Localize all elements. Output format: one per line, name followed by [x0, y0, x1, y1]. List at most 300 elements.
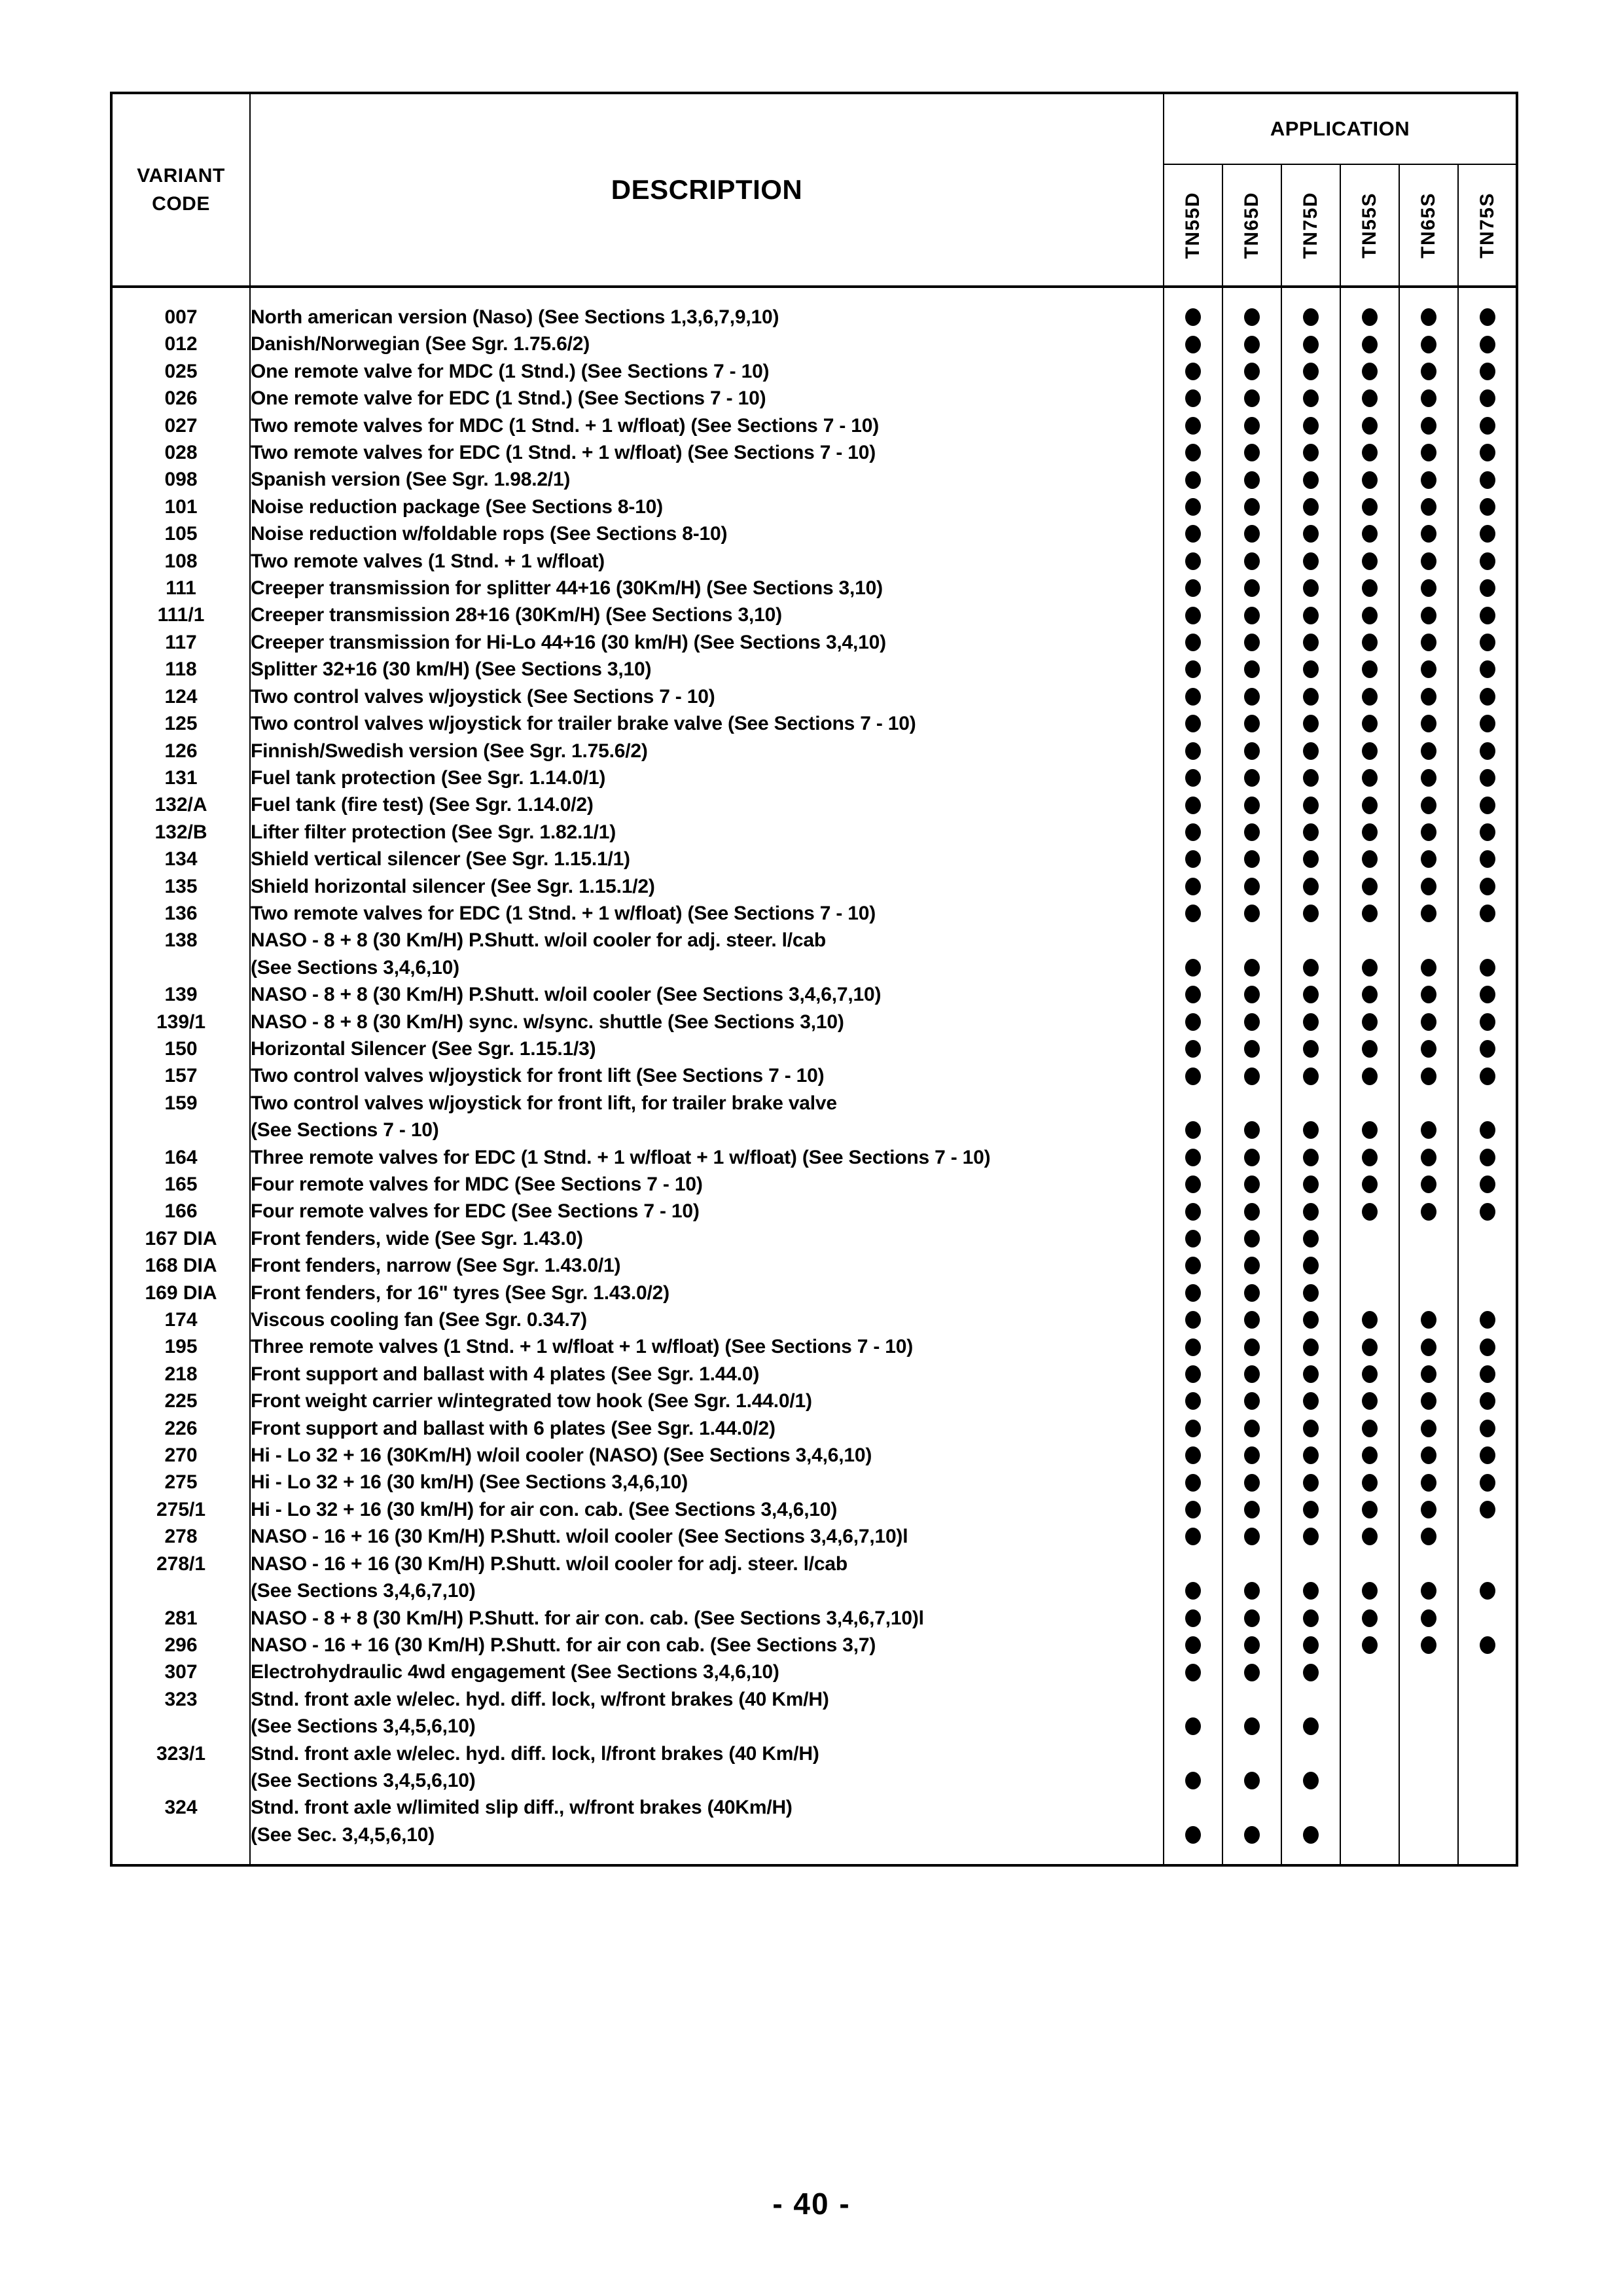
- application-cell-tn65s: [1399, 981, 1458, 1008]
- application-dot-icon: [1303, 1149, 1319, 1166]
- application-cell-tn75s: [1458, 1280, 1517, 1306]
- application-cell-tn55d: [1164, 1361, 1222, 1388]
- table-row: [111, 1767, 1517, 1794]
- application-dot-icon: [1480, 363, 1495, 380]
- description-cell: NASO - 8 + 8 (30 Km/H) P.Shutt. w/oil cooler for adj. steer. l/cab: [250, 927, 1164, 954]
- application-cell-tn65d: [1222, 1009, 1281, 1035]
- application-empty: [1244, 1799, 1260, 1817]
- application-cell-tn65s: [1399, 1659, 1458, 1685]
- application-cell-tn55d: [1164, 1415, 1222, 1442]
- application-dot-icon: [1244, 389, 1260, 407]
- application-cell-tn65s: [1399, 1144, 1458, 1171]
- description-cell: (See Sections 7 - 10): [250, 1117, 1164, 1143]
- description-cell: Shield horizontal silencer (See Sgr. 1.15.1/2): [250, 873, 1164, 900]
- application-dot-icon: [1362, 417, 1378, 435]
- application-cell-tn65s: [1399, 1415, 1458, 1442]
- application-cell-tn75s: [1458, 1821, 1517, 1848]
- description-cell: (See Sections 3,4,5,6,10): [250, 1713, 1164, 1740]
- application-cell-tn55d: [1164, 493, 1222, 520]
- application-empty: [1421, 1257, 1436, 1274]
- application-dot-icon: [1303, 1311, 1319, 1329]
- application-cell-tn65s: [1399, 1577, 1458, 1604]
- application-cell-tn75s: [1458, 900, 1517, 927]
- application-dot-icon: [1303, 1203, 1319, 1221]
- description-cell: Four remote valves for EDC (See Sections 7 - 10): [250, 1198, 1164, 1225]
- application-empty: [1421, 1826, 1436, 1844]
- application-dot-icon: [1185, 634, 1201, 651]
- application-dot-icon: [1185, 525, 1201, 543]
- table-row: [111, 1686, 1517, 1713]
- spacer: [250, 1848, 1164, 1865]
- table-row: [111, 1252, 1517, 1279]
- application-cell-tn75s: [1458, 1605, 1517, 1632]
- application-dot-icon: [1421, 1040, 1436, 1058]
- application-cell-tn55d: [1164, 1632, 1222, 1659]
- description-cell: Three remote valves (1 Stnd. + 1 w/float + 1 w/float) (See Sections 7 - 10): [250, 1333, 1164, 1360]
- application-dot-icon: [1244, 742, 1260, 760]
- description-cell: Two control valves w/joystick (See Sections 7 - 10): [250, 683, 1164, 710]
- application-dot-icon: [1362, 660, 1378, 678]
- application-cell-tn55s: [1340, 1713, 1399, 1740]
- application-dot-icon: [1421, 417, 1436, 435]
- application-cell-tn55s: [1340, 1523, 1399, 1550]
- variant-code-cell: 026: [111, 385, 250, 412]
- variant-code-cell: 135: [111, 873, 250, 900]
- application-dot-icon: [1362, 1013, 1378, 1031]
- application-dot-icon: [1362, 471, 1378, 489]
- application-dot-icon: [1185, 1284, 1201, 1302]
- application-dot-icon: [1421, 850, 1436, 868]
- application-empty: [1480, 1717, 1495, 1735]
- application-dot-icon: [1185, 715, 1201, 732]
- application-cell-tn55d: [1164, 1523, 1222, 1550]
- application-cell-tn75d: [1281, 304, 1340, 331]
- application-cell-tn55s: [1340, 1632, 1399, 1659]
- application-dot-icon: [1421, 336, 1436, 353]
- application-dot-icon: [1244, 1717, 1260, 1735]
- application-cell-tn65d: [1222, 1062, 1281, 1089]
- application-dot-icon: [1480, 850, 1495, 868]
- application-dot-icon: [1185, 878, 1201, 895]
- application-cell-tn55s: [1340, 439, 1399, 466]
- application-dot-icon: [1421, 1636, 1436, 1654]
- table-row: [111, 954, 1517, 981]
- application-dot-icon: [1480, 1392, 1495, 1410]
- application-cell-tn75d: [1281, 846, 1340, 872]
- description-cell: Two remote valves (1 Stnd. + 1 w/float): [250, 548, 1164, 575]
- application-cell-tn55s: [1340, 1090, 1399, 1117]
- application-empty: [1480, 1691, 1495, 1708]
- application-dot-icon: [1421, 389, 1436, 407]
- application-dot-icon: [1480, 742, 1495, 760]
- application-cell-tn65s: [1399, 1821, 1458, 1848]
- application-cell-tn55s: [1340, 764, 1399, 791]
- application-cell-tn65s: [1399, 1469, 1458, 1496]
- table-row: [111, 1117, 1517, 1143]
- application-empty: [1185, 1555, 1201, 1573]
- application-empty: [1362, 1717, 1378, 1735]
- application-cell-tn75d: [1281, 954, 1340, 981]
- application-dot-icon: [1480, 769, 1495, 787]
- application-dot-icon: [1480, 1067, 1495, 1085]
- application-empty: [1421, 1717, 1436, 1735]
- variant-code-cell: 125: [111, 710, 250, 737]
- application-cell-tn65s: [1399, 927, 1458, 954]
- application-cell-tn65s: [1399, 1605, 1458, 1632]
- application-dot-icon: [1303, 1501, 1319, 1518]
- application-empty: [1303, 1745, 1319, 1763]
- application-cell-tn75d: [1281, 1388, 1340, 1414]
- table-row: [111, 1632, 1517, 1659]
- application-dot-icon: [1303, 1474, 1319, 1492]
- header-variant-code-line2: CODE: [152, 193, 210, 215]
- application-dot-icon: [1185, 850, 1201, 868]
- spacer: [250, 287, 1164, 304]
- description-cell: Finnish/Swedish version (See Sgr. 1.75.6/2): [250, 738, 1164, 764]
- application-cell-tn75d: [1281, 1469, 1340, 1496]
- application-dot-icon: [1244, 607, 1260, 624]
- spacer: [1458, 287, 1517, 304]
- description-cell: Electrohydraulic 4wd engagement (See Sections 3,4,6,10): [250, 1659, 1164, 1685]
- application-cell-tn55d: [1164, 954, 1222, 981]
- application-cell-tn55s: [1340, 412, 1399, 439]
- application-dot-icon: [1185, 308, 1201, 326]
- application-cell-tn55s: [1340, 1171, 1399, 1198]
- application-cell-tn75d: [1281, 1794, 1340, 1821]
- application-empty: [1303, 1555, 1319, 1573]
- variant-code-cell: 159: [111, 1090, 250, 1117]
- application-cell-tn75s: [1458, 1333, 1517, 1360]
- application-empty: [1362, 1257, 1378, 1274]
- application-cell-tn75s: [1458, 1415, 1517, 1442]
- application-cell-tn75s: [1458, 1306, 1517, 1333]
- application-cell-tn55d: [1164, 1659, 1222, 1685]
- application-cell-tn65d: [1222, 1361, 1281, 1388]
- application-dot-icon: [1303, 850, 1319, 868]
- application-dot-icon: [1244, 1365, 1260, 1383]
- application-cell-tn75d: [1281, 1523, 1340, 1550]
- application-cell-tn75s: [1458, 1442, 1517, 1469]
- application-dot-icon: [1362, 959, 1378, 977]
- application-cell-tn55d: [1164, 1686, 1222, 1713]
- application-dot-icon: [1362, 1392, 1378, 1410]
- application-cell-tn55d: [1164, 791, 1222, 818]
- description-cell: Two remote valves for EDC (1 Stnd. + 1 w/float) (See Sections 7 - 10): [250, 900, 1164, 927]
- application-dot-icon: [1362, 444, 1378, 461]
- application-cell-tn65s: [1399, 1388, 1458, 1414]
- variant-code-cell: 270: [111, 1442, 250, 1469]
- application-cell-tn75d: [1281, 520, 1340, 547]
- application-cell-tn55s: [1340, 1009, 1399, 1035]
- application-cell-tn55d: [1164, 439, 1222, 466]
- description-cell: One remote valve for MDC (1 Stnd.) (See Sections 7 - 10): [250, 358, 1164, 385]
- application-cell-tn75d: [1281, 412, 1340, 439]
- application-cell-tn65d: [1222, 683, 1281, 710]
- variant-code-cell: 157: [111, 1062, 250, 1089]
- application-empty: [1421, 932, 1436, 950]
- variant-code-cell: 132/B: [111, 819, 250, 846]
- application-empty: [1244, 1745, 1260, 1763]
- application-cell-tn75s: [1458, 981, 1517, 1008]
- application-cell-tn55d: [1164, 1469, 1222, 1496]
- application-dot-icon: [1362, 1203, 1378, 1221]
- application-cell-tn55d: [1164, 1252, 1222, 1279]
- application-dot-icon: [1303, 1230, 1319, 1247]
- application-cell-tn65d: [1222, 358, 1281, 385]
- variant-code-cell: 195: [111, 1333, 250, 1360]
- application-dot-icon: [1303, 1420, 1319, 1437]
- application-cell-tn65s: [1399, 1035, 1458, 1062]
- description-cell: (See Sections 3,4,6,7,10): [250, 1577, 1164, 1604]
- header-model-tn55s: [1340, 164, 1399, 287]
- application-dot-icon: [1244, 1392, 1260, 1410]
- application-dot-icon: [1480, 797, 1495, 814]
- application-cell-tn75s: [1458, 1577, 1517, 1604]
- application-cell-tn55d: [1164, 710, 1222, 737]
- application-dot-icon: [1480, 444, 1495, 461]
- application-dot-icon: [1244, 1040, 1260, 1058]
- application-dot-icon: [1421, 444, 1436, 461]
- table-row: [111, 1198, 1517, 1225]
- application-cell-tn75s: [1458, 412, 1517, 439]
- application-dot-icon: [1362, 607, 1378, 624]
- application-cell-tn55d: [1164, 304, 1222, 331]
- application-empty: [1421, 1230, 1436, 1247]
- application-dot-icon: [1185, 1582, 1201, 1600]
- application-dot-icon: [1421, 1121, 1436, 1139]
- application-cell-tn65s: [1399, 439, 1458, 466]
- application-cell-tn75s: [1458, 1740, 1517, 1767]
- application-dot-icon: [1185, 444, 1201, 461]
- application-cell-tn55s: [1340, 1062, 1399, 1089]
- application-cell-tn75d: [1281, 601, 1340, 628]
- application-cell-tn55d: [1164, 1035, 1222, 1062]
- description-cell: North american version (Naso) (See Sections 1,3,6,7,9,10): [250, 304, 1164, 331]
- spacer: [1340, 1848, 1399, 1865]
- application-cell-tn65d: [1222, 1171, 1281, 1198]
- table-row: [111, 1144, 1517, 1171]
- application-cell-tn75d: [1281, 1442, 1340, 1469]
- application-cell-tn65d: [1222, 846, 1281, 872]
- application-dot-icon: [1244, 336, 1260, 353]
- application-cell-tn75d: [1281, 466, 1340, 493]
- application-dot-icon: [1244, 498, 1260, 516]
- application-dot-icon: [1185, 1446, 1201, 1464]
- header-model-tn65d: [1222, 164, 1281, 287]
- application-dot-icon: [1421, 1338, 1436, 1356]
- application-cell-tn75d: [1281, 764, 1340, 791]
- application-dot-icon: [1303, 1772, 1319, 1789]
- application-cell-tn75d: [1281, 1821, 1340, 1848]
- application-cell-tn55d: [1164, 385, 1222, 412]
- application-empty: [1421, 1094, 1436, 1112]
- application-cell-tn55s: [1340, 1280, 1399, 1306]
- application-dot-icon: [1185, 1501, 1201, 1518]
- application-cell-tn75d: [1281, 1577, 1340, 1604]
- application-cell-tn65s: [1399, 1117, 1458, 1143]
- application-dot-icon: [1244, 1121, 1260, 1139]
- application-cell-tn65d: [1222, 304, 1281, 331]
- application-cell-tn55d: [1164, 331, 1222, 357]
- application-cell-tn55s: [1340, 819, 1399, 846]
- application-dot-icon: [1303, 905, 1319, 922]
- application-cell-tn65s: [1399, 1171, 1458, 1198]
- application-dot-icon: [1303, 336, 1319, 353]
- table-row: [111, 1361, 1517, 1388]
- application-dot-icon: [1244, 552, 1260, 570]
- application-cell-tn75s: [1458, 683, 1517, 710]
- application-dot-icon: [1244, 1474, 1260, 1492]
- application-dot-icon: [1244, 634, 1260, 651]
- application-cell-tn65d: [1222, 1415, 1281, 1442]
- application-cell-tn75d: [1281, 1252, 1340, 1279]
- application-cell-tn65s: [1399, 819, 1458, 846]
- application-dot-icon: [1185, 797, 1201, 814]
- application-cell-tn75d: [1281, 1333, 1340, 1360]
- application-cell-tn55s: [1340, 900, 1399, 927]
- application-cell-tn55s: [1340, 1767, 1399, 1794]
- application-dot-icon: [1244, 1446, 1260, 1464]
- application-dot-icon: [1362, 1121, 1378, 1139]
- description-cell: NASO - 16 + 16 (30 Km/H) P.Shutt. w/oil cooler for adj. steer. l/cab: [250, 1551, 1164, 1577]
- application-cell-tn55s: [1340, 1035, 1399, 1062]
- table-row: [111, 738, 1517, 764]
- application-cell-tn65s: [1399, 1686, 1458, 1713]
- description-cell: Noise reduction w/foldable rops (See Sections 8-10): [250, 520, 1164, 547]
- application-dot-icon: [1185, 1013, 1201, 1031]
- application-cell-tn55d: [1164, 466, 1222, 493]
- application-dot-icon: [1303, 688, 1319, 706]
- application-empty: [1421, 1664, 1436, 1681]
- application-cell-tn55d: [1164, 1280, 1222, 1306]
- variant-code-cell: 164: [111, 1144, 250, 1171]
- variant-code-cell: 098: [111, 466, 250, 493]
- variant-code-cell: 150: [111, 1035, 250, 1062]
- application-cell-tn55s: [1340, 791, 1399, 818]
- header-model-tn75d: [1281, 164, 1340, 287]
- description-cell: Shield vertical silencer (See Sgr. 1.15.1/1): [250, 846, 1164, 872]
- application-cell-tn75s: [1458, 764, 1517, 791]
- application-dot-icon: [1421, 634, 1436, 651]
- application-cell-tn75d: [1281, 1198, 1340, 1225]
- application-cell-tn75d: [1281, 575, 1340, 601]
- application-cell-tn55d: [1164, 520, 1222, 547]
- table-row: [111, 791, 1517, 818]
- variant-code-cell: 278/1: [111, 1551, 250, 1577]
- variant-code-cell: 118: [111, 656, 250, 683]
- header-model-label: TN55D: [1182, 191, 1204, 259]
- application-cell-tn65d: [1222, 331, 1281, 357]
- application-dot-icon: [1362, 1365, 1378, 1383]
- application-cell-tn75s: [1458, 1009, 1517, 1035]
- spacer: [1164, 287, 1222, 304]
- application-dot-icon: [1421, 715, 1436, 732]
- variant-code-cell: [111, 1713, 250, 1740]
- application-dot-icon: [1362, 1636, 1378, 1654]
- application-cell-tn65s: [1399, 575, 1458, 601]
- application-dot-icon: [1362, 986, 1378, 1003]
- application-cell-tn65s: [1399, 629, 1458, 656]
- variant-code-cell: 124: [111, 683, 250, 710]
- application-dot-icon: [1362, 823, 1378, 841]
- application-dot-icon: [1421, 1446, 1436, 1464]
- application-cell-tn65s: [1399, 683, 1458, 710]
- table-row: [111, 1740, 1517, 1767]
- application-cell-tn65d: [1222, 1605, 1281, 1632]
- application-dot-icon: [1362, 1609, 1378, 1627]
- header-model-label: TN75D: [1300, 191, 1321, 259]
- application-dot-icon: [1303, 1446, 1319, 1464]
- description-cell: Spanish version (See Sgr. 1.98.2/1): [250, 466, 1164, 493]
- application-cell-tn75d: [1281, 1090, 1340, 1117]
- application-empty: [1480, 1528, 1495, 1545]
- application-dot-icon: [1185, 1230, 1201, 1247]
- variant-code-cell: 167 DIA: [111, 1225, 250, 1252]
- application-dot-icon: [1185, 1365, 1201, 1383]
- application-dot-icon: [1303, 1284, 1319, 1302]
- table-row: [111, 1713, 1517, 1740]
- application-dot-icon: [1303, 363, 1319, 380]
- application-dot-icon: [1185, 769, 1201, 787]
- application-cell-tn65d: [1222, 1252, 1281, 1279]
- application-cell-tn75d: [1281, 1632, 1340, 1659]
- application-cell-tn55d: [1164, 873, 1222, 900]
- application-dot-icon: [1185, 1474, 1201, 1492]
- application-dot-icon: [1362, 525, 1378, 543]
- application-dot-icon: [1244, 1149, 1260, 1166]
- application-cell-tn55s: [1340, 304, 1399, 331]
- variant-code-table-wrapper: [110, 92, 1516, 1867]
- application-cell-tn65d: [1222, 764, 1281, 791]
- application-cell-tn75s: [1458, 1198, 1517, 1225]
- application-dot-icon: [1244, 1067, 1260, 1085]
- header-model-tn55d: [1164, 164, 1222, 287]
- variant-code-cell: 166: [111, 1198, 250, 1225]
- application-empty: [1362, 1094, 1378, 1112]
- application-dot-icon: [1303, 1582, 1319, 1600]
- description-cell: Stnd. front axle w/limited slip diff., w/front brakes (40Km/H): [250, 1794, 1164, 1821]
- application-cell-tn65d: [1222, 1821, 1281, 1848]
- application-empty: [1362, 1664, 1378, 1681]
- application-cell-tn55d: [1164, 819, 1222, 846]
- application-dot-icon: [1303, 308, 1319, 326]
- application-dot-icon: [1244, 769, 1260, 787]
- application-dot-icon: [1421, 1609, 1436, 1627]
- application-cell-tn75d: [1281, 1713, 1340, 1740]
- application-cell-tn55s: [1340, 1361, 1399, 1388]
- application-cell-tn55d: [1164, 764, 1222, 791]
- application-cell-tn55s: [1340, 873, 1399, 900]
- application-dot-icon: [1303, 1121, 1319, 1139]
- variant-code-cell: 132/A: [111, 791, 250, 818]
- application-dot-icon: [1362, 1175, 1378, 1193]
- application-dot-icon: [1480, 905, 1495, 922]
- application-dot-icon: [1244, 660, 1260, 678]
- application-dot-icon: [1421, 742, 1436, 760]
- application-dot-icon: [1244, 986, 1260, 1003]
- application-cell-tn75d: [1281, 331, 1340, 357]
- application-cell-tn75d: [1281, 683, 1340, 710]
- application-cell-tn55s: [1340, 1794, 1399, 1821]
- variant-code-cell: 138: [111, 927, 250, 954]
- application-cell-tn65d: [1222, 412, 1281, 439]
- application-dot-icon: [1185, 688, 1201, 706]
- application-cell-tn65d: [1222, 1659, 1281, 1685]
- application-cell-tn65d: [1222, 466, 1281, 493]
- variant-code-cell: 225: [111, 1388, 250, 1414]
- application-cell-tn65s: [1399, 385, 1458, 412]
- table-row: [111, 1090, 1517, 1117]
